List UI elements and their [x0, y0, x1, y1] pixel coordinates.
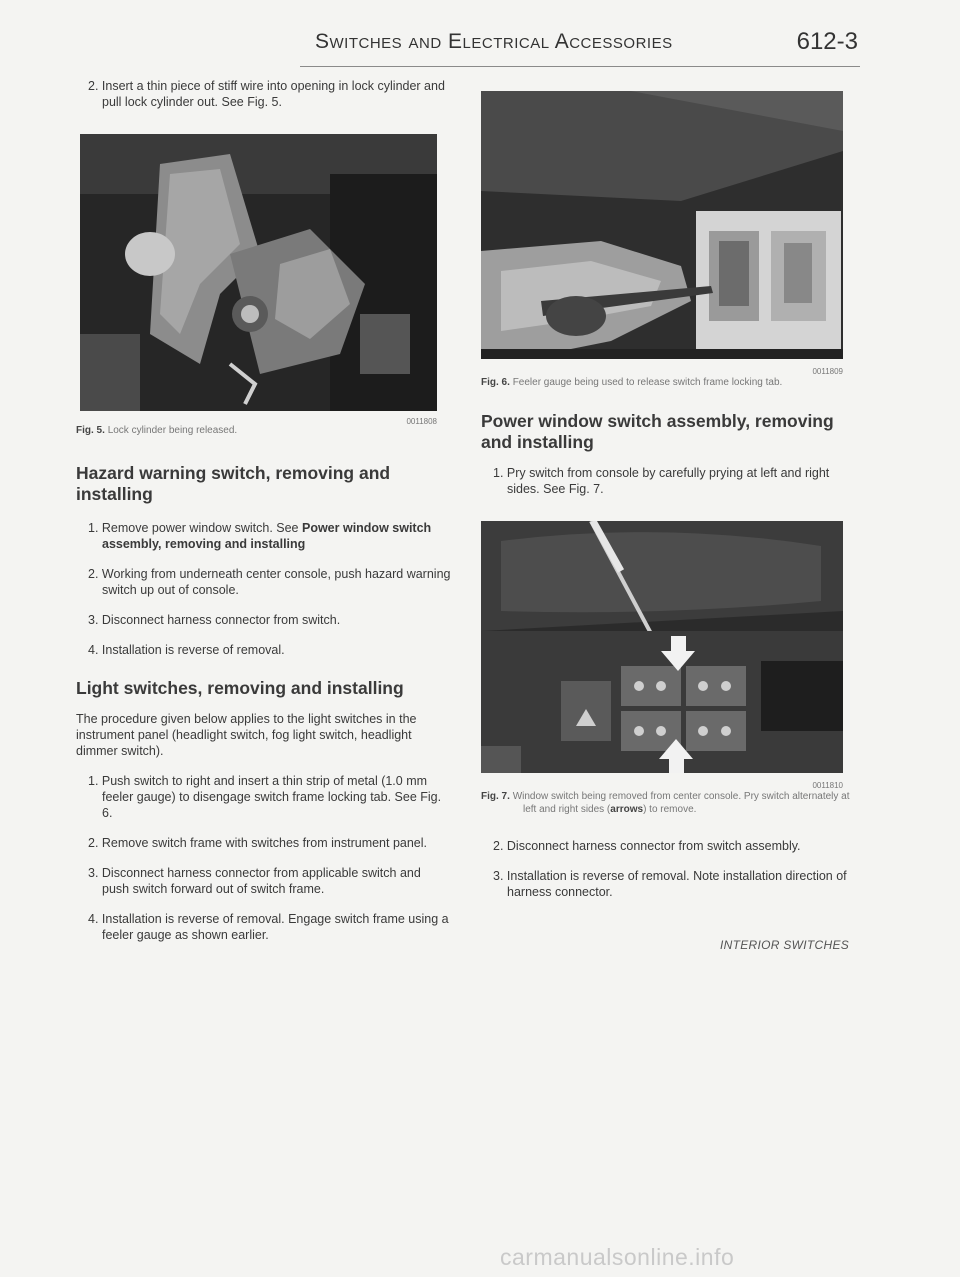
- lock-cylinder-image: [80, 134, 437, 411]
- fig5-label: Fig. 5.: [76, 425, 105, 436]
- header-title: Switches and Electrical Accessories: [315, 30, 673, 53]
- fig5-photo: [80, 134, 437, 411]
- fig6-id: 0011809: [812, 367, 843, 376]
- page-header: [300, 26, 860, 67]
- power-step-1: 1. Pry switch from console by carefully prying at left and right sides. See Fig. 7.: [493, 466, 830, 496]
- fig6-label: Fig. 6.: [481, 377, 510, 388]
- power-step-2: 2. Disconnect harness connector from switch assembly.: [493, 839, 801, 853]
- page-number: 612-3: [796, 28, 858, 55]
- power-window-heading: Power window switch assembly, removing and installing: [481, 411, 834, 452]
- fig7-caption-text-b: ) to remove.: [643, 804, 697, 815]
- watermark: carmanualsonline.info: [500, 1244, 735, 1270]
- fig5-caption: [76, 424, 451, 437]
- light-intro: The procedure given below applies to the light switches in the instrument panel (headlight switch, fog light switch, headlight dimmer switch).: [76, 712, 417, 758]
- fig7-photo: [481, 521, 843, 773]
- light-heading: Light switches, removing and installing: [76, 678, 404, 698]
- fig5-caption-text: Lock cylinder being released.: [107, 425, 238, 436]
- hazard-step-4: 4. Installation is reverse of removal.: [88, 643, 285, 657]
- hazard-step-2: 2. Working from underneath center console, push hazard warning switch up out of console.: [88, 567, 451, 597]
- fig7-caption-arrows: arrows: [610, 804, 644, 815]
- footer-section-label: INTERIOR SWITCHES: [720, 938, 850, 952]
- hazard-step-1: [76, 520, 451, 552]
- fig6-caption: [481, 376, 861, 389]
- right-column: [481, 78, 861, 900]
- fig6-photo: [481, 91, 843, 359]
- light-step-2: 2. Remove switch frame with switches from instrument panel.: [88, 836, 428, 850]
- light-step-1: 1. Push switch to right and insert a thin strip of metal (1.0 mm feeler gauge) to disengage switch frame locking tab. See Fig. 6.: [88, 774, 442, 820]
- left-column: [76, 78, 451, 943]
- light-step-4: 4. Installation is reverse of removal. Engage switch frame using a feeler gauge as shown earlier.: [88, 912, 449, 942]
- power-step-3: 3. Installation is reverse of removal. Note installation direction of harness connector.: [493, 869, 847, 899]
- fig7-id: 0011810: [812, 781, 843, 790]
- fig7-label: Fig. 7.: [481, 791, 510, 802]
- hazard-step-1-link: Power window switch assembly, removing and installing: [102, 521, 432, 551]
- hazard-heading: Hazard warning switch, removing and installing: [76, 463, 391, 504]
- hazard-step-3: 3. Disconnect harness connector from switch.: [88, 613, 341, 627]
- fig6-caption-text: Feeler gauge being used to release switch frame locking tab.: [512, 377, 783, 388]
- fig5-id: 0011808: [406, 417, 437, 426]
- window-switch-image: [481, 521, 843, 773]
- lock-cylinder-step-2: 2. Insert a thin piece of stiff wire into opening in lock cylinder and pull lock cylinder out. See Fig. 5.: [88, 79, 445, 109]
- feeler-gauge-image: [481, 91, 843, 359]
- light-step-3: 3. Disconnect harness connector from applicable switch and push switch forward out of switch frame.: [88, 866, 421, 896]
- fig7-caption-text-a: Window switch being removed from center console. Pry switch alternately at left and right sides (: [512, 791, 850, 815]
- hazard-step-1-text: 1. Remove power window switch. See: [88, 521, 302, 535]
- fig7-caption: [481, 790, 861, 816]
